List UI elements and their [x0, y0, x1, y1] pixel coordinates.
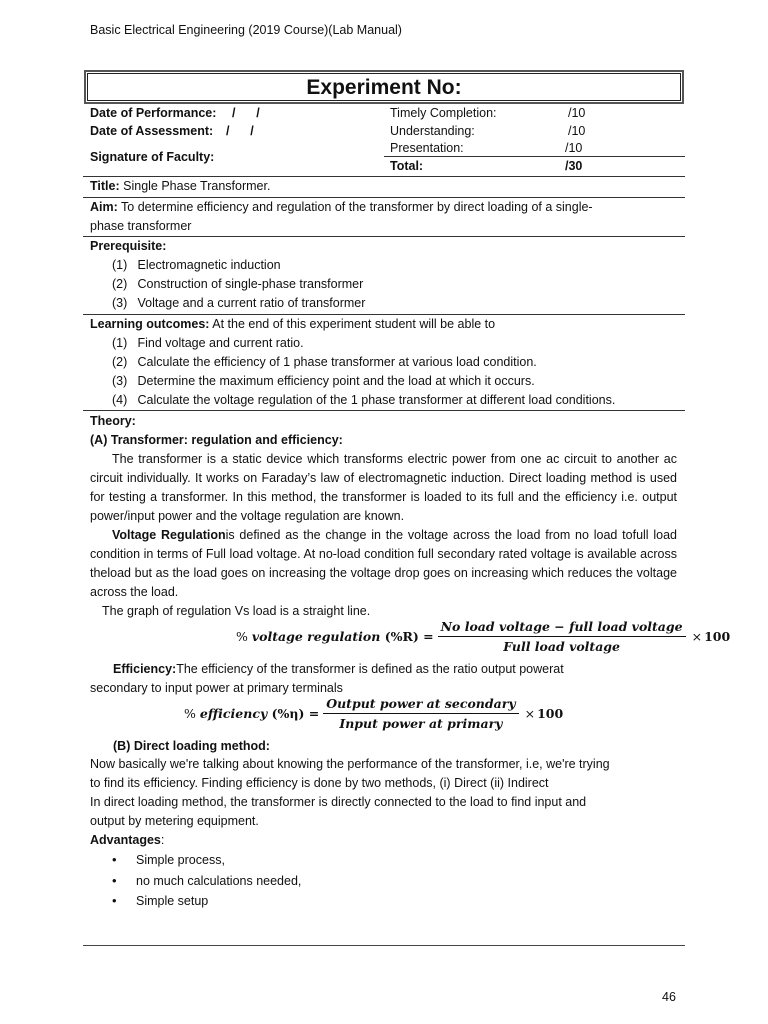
efficiency-formula — [184, 696, 563, 731]
direct-loading-line: Now basically we're talking about knowing the performance of the transformer, i.e, we're trying — [90, 757, 610, 771]
voltage-regulation-label: Voltage Regulation — [112, 528, 226, 542]
voltage-regulation-text: is defined as the change in the voltage across the load from no load tofull load condition in terms of Full load voltage. At no-load condition full secondary rated voltage is available across theload but as the load goes on increasing the voltage drop goes on increasing which reduces the voltage across the load. — [90, 528, 678, 600]
score-value: /10 — [568, 106, 586, 120]
percent-sign: % — [184, 706, 196, 721]
score-divider — [384, 156, 685, 157]
advantages-list — [112, 850, 301, 912]
list-item — [112, 391, 615, 410]
list-item — [112, 275, 365, 294]
times-sign: × — [524, 706, 536, 721]
aim-text: To determine efficiency and regulation of the transformer by direct loading of a single- — [121, 200, 593, 214]
formula-denominator: Input power at primary — [339, 716, 503, 731]
section-b-heading: (B) Direct loading method: — [113, 739, 270, 753]
list-text: Determine the maximum efficiency point and the load at which it occurs. — [137, 374, 535, 388]
list-number: (1) — [112, 336, 128, 350]
learning-outcomes-list — [112, 334, 615, 410]
formula-symbol: (%η) = — [271, 706, 320, 721]
list-item: • Simple setup — [112, 891, 301, 912]
list-number: (2) — [112, 277, 128, 291]
formula-symbol: (%R) = — [384, 629, 434, 644]
list-number: (1) — [112, 258, 128, 272]
score-label: Presentation: — [390, 141, 464, 155]
score-value: /10 — [565, 141, 583, 155]
formula-lhs: voltage regulation — [251, 629, 381, 644]
theory-paragraph — [90, 450, 677, 526]
times-sign: × — [691, 629, 703, 644]
total-label: Total: — [390, 159, 424, 173]
list-number: (2) — [112, 355, 128, 369]
list-text: Calculate the efficiency of 1 phase transformer at various load condition. — [137, 355, 537, 369]
aim-label: Aim: — [90, 200, 118, 214]
list-text: Voltage and a current ratio of transformer — [137, 296, 366, 310]
efficiency-line-2: secondary to input power at primary terminals — [90, 681, 343, 695]
score-label: Understanding: — [390, 124, 475, 138]
list-item: • no much calculations needed, — [112, 871, 301, 892]
list-item — [112, 294, 365, 313]
formula-factor: 100 — [537, 706, 564, 721]
percent-sign: % — [236, 629, 248, 644]
list-number: (3) — [112, 296, 128, 310]
formula-numerator: No load voltage − full load voltage — [438, 619, 686, 637]
aim-line-2: phase transformer — [90, 219, 192, 233]
list-number: (3) — [112, 374, 128, 388]
date-performance-label: Date of Performance: — [90, 106, 217, 120]
direct-loading-line: output by metering equipment. — [90, 814, 259, 828]
total-value: /30 — [565, 159, 583, 173]
list-text: Electromagnetic induction — [137, 258, 281, 272]
page-number: 46 — [662, 990, 676, 1004]
regulation-formula — [236, 619, 730, 654]
date-assessment-label: Date of Assessment: — [90, 124, 214, 138]
date-performance-value: / / — [232, 106, 260, 120]
title-label: Title: — [90, 179, 120, 193]
formula-fraction — [323, 696, 518, 731]
advantages-colon: : — [160, 833, 165, 847]
prerequisite-list — [112, 256, 365, 313]
direct-loading-line: to find its efficiency. Finding efficiency is done by two methods, (i) Direct (ii) Indirect — [90, 776, 549, 790]
list-text: Construction of single-phase transformer — [137, 277, 364, 291]
list-item — [112, 372, 615, 391]
theory-heading: Theory: — [90, 414, 136, 428]
list-text: Find voltage and current ratio. — [137, 336, 304, 350]
learning-outcomes-text: At the end of this experiment student will be able to — [212, 317, 496, 331]
list-number: (4) — [112, 393, 128, 407]
aim-line-1 — [90, 198, 593, 217]
list-text: Calculate the voltage regulation of the 1 phase transformer at different load conditions. — [137, 393, 616, 407]
formula-fraction — [438, 619, 686, 654]
title-row — [90, 177, 270, 196]
efficiency-label: Efficiency: — [113, 662, 177, 676]
signature-label: Signature of Faculty: — [90, 150, 215, 164]
advantages-label: Advantages — [90, 833, 161, 847]
row-divider — [83, 236, 685, 237]
section-a-heading: (A) Transformer: regulation and efficiency: — [90, 433, 343, 447]
list-item — [112, 334, 615, 353]
formula-denominator: Full load voltage — [503, 639, 620, 654]
score-label: Timely Completion: — [390, 106, 497, 120]
learning-outcomes-intro — [90, 315, 495, 334]
formula-lhs: efficiency — [199, 706, 268, 721]
voltage-regulation-paragraph — [90, 526, 677, 602]
advantages-heading — [90, 831, 164, 850]
efficiency-text: The efficiency of the transformer is defined as the ratio output powerat — [176, 662, 564, 676]
date-assessment-value: / / — [226, 124, 254, 138]
direct-loading-line: In direct loading method, the transformer is directly connected to the load to find input and — [90, 795, 587, 809]
title-text: Single Phase Transformer. — [123, 179, 271, 193]
experiment-title-box — [84, 70, 684, 104]
prerequisite-heading: Prerequisite: — [90, 239, 167, 253]
formula-factor: 100 — [704, 629, 731, 644]
running-header: Basic Electrical Engineering (2019 Course)(Lab Manual) — [90, 23, 402, 37]
footer-divider — [83, 945, 685, 946]
efficiency-line-1 — [113, 660, 564, 679]
paragraph-text: The transformer is a static device which transforms electric power from one ac circuit to another ac circuit individually. It works on Faraday’s law of electromagnetic induction. Direct loading method is used for testing a transformer. In this method, the transformer is loaded to its full and the efficiency i.e. output power/input power and the voltage regulation are known. — [90, 452, 677, 524]
formula-numerator: Output power at secondary — [323, 696, 518, 714]
score-value: /10 — [568, 124, 586, 138]
row-divider — [83, 410, 685, 411]
learning-outcomes-label: Learning outcomes: — [90, 317, 210, 331]
experiment-title: Experiment No: — [306, 76, 462, 99]
graph-note: The graph of regulation Vs load is a straight line. — [102, 604, 371, 618]
list-item — [112, 353, 615, 372]
list-item — [112, 256, 365, 275]
list-item: • Simple process, — [112, 850, 301, 871]
